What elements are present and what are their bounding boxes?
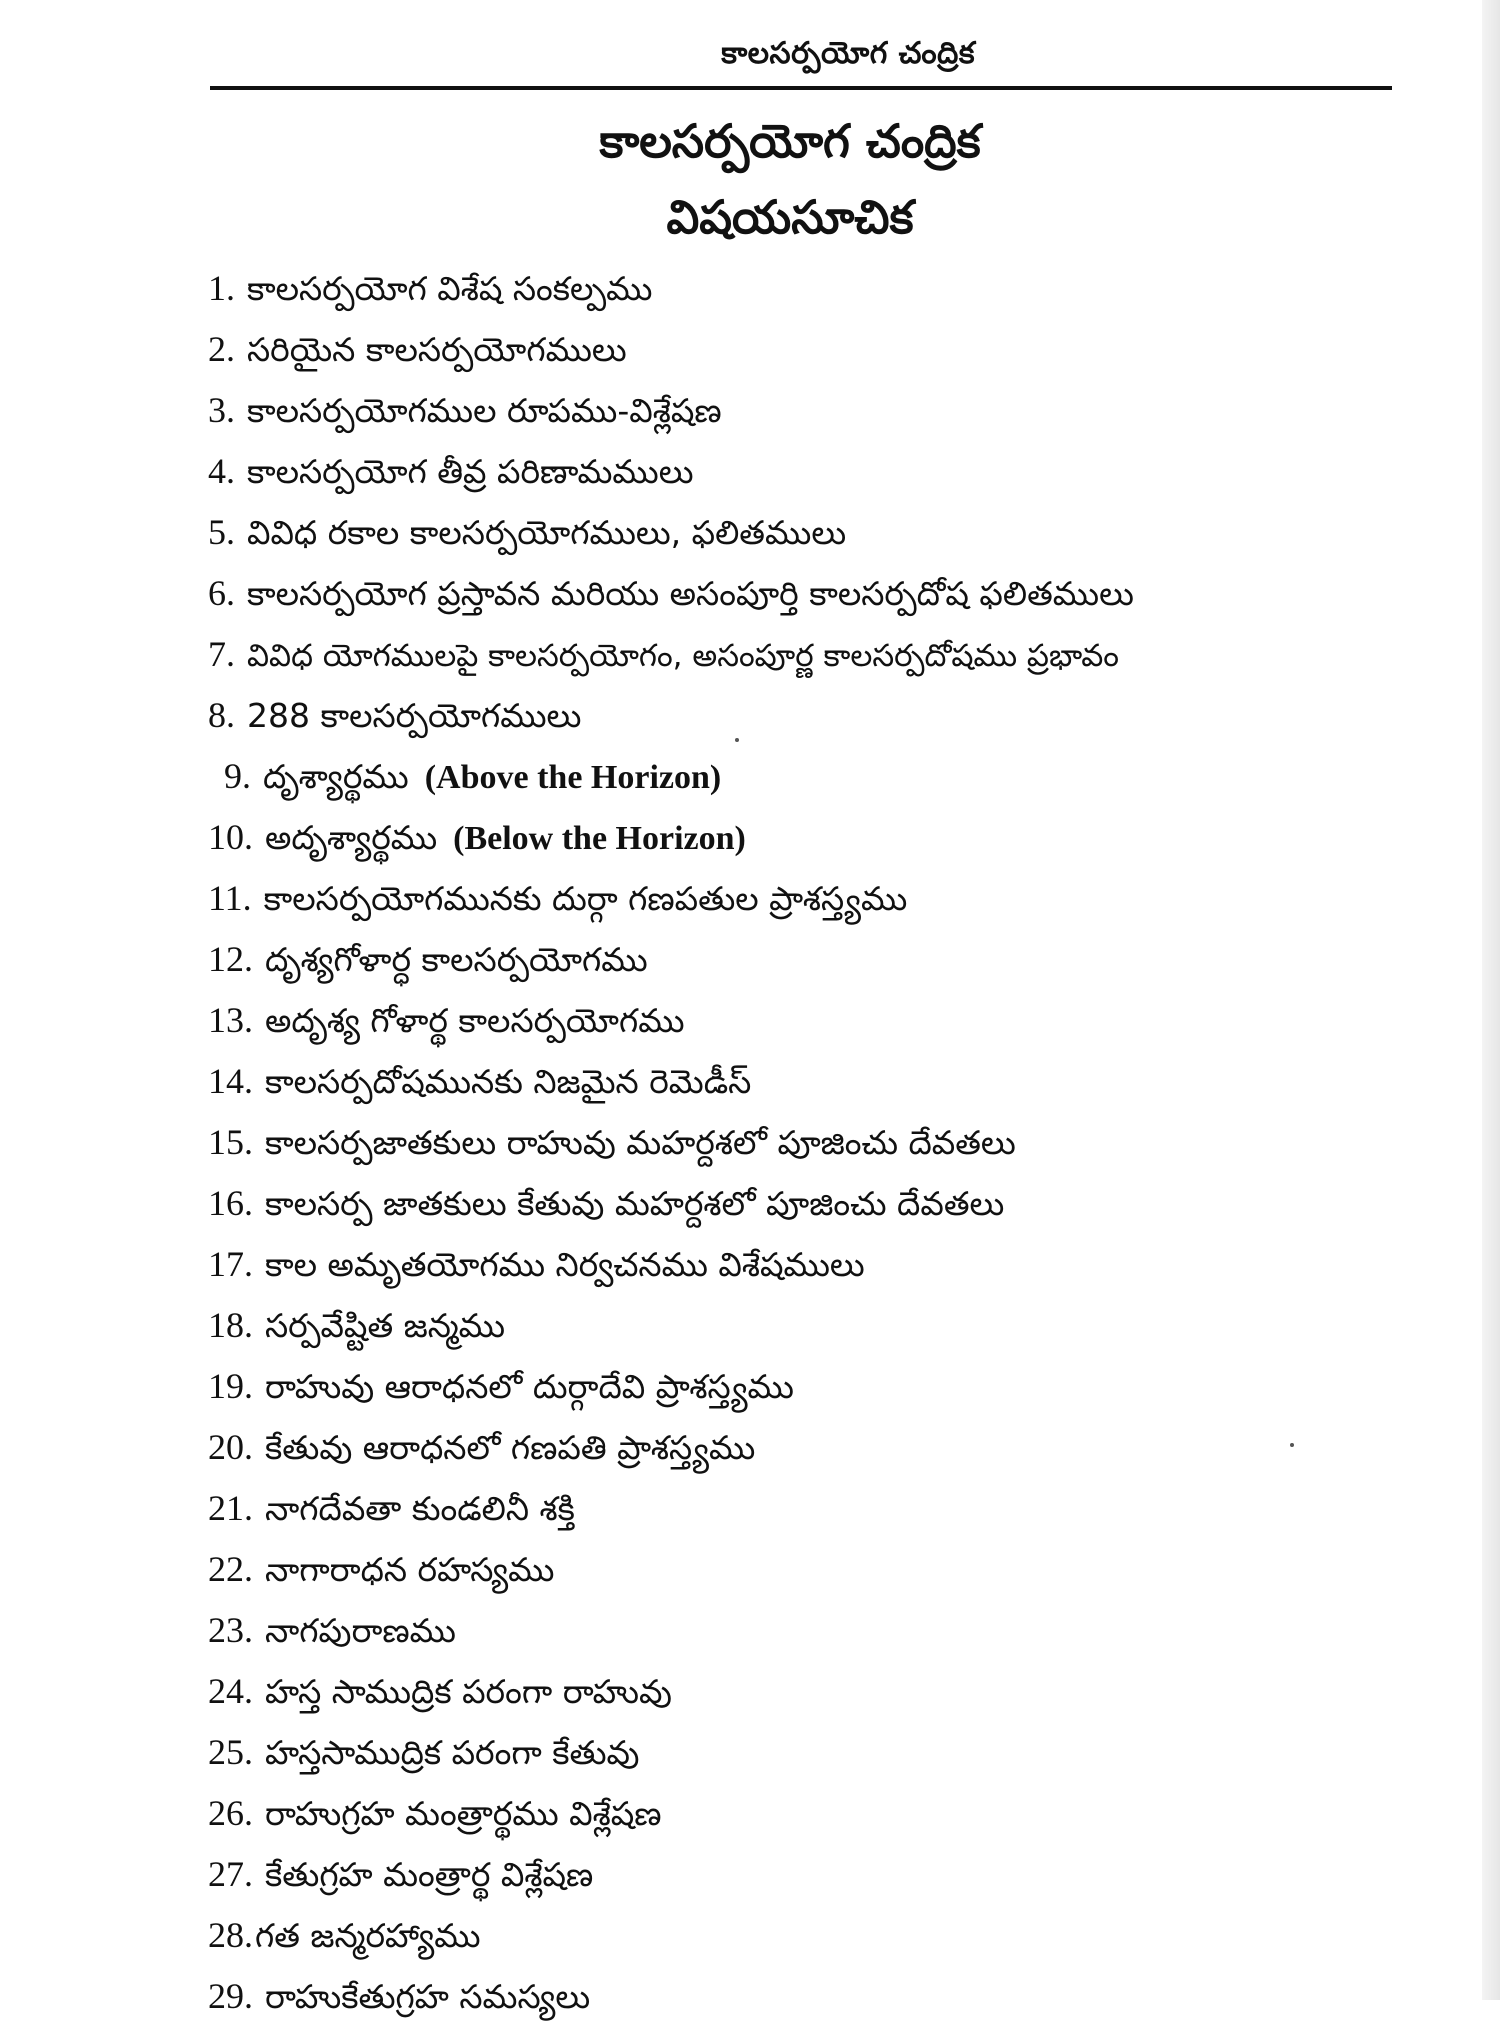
toc-number: 19. xyxy=(208,1366,253,1406)
toc-item xyxy=(208,1844,1440,1905)
toc-item xyxy=(208,1051,1440,1112)
toc-number: 28. xyxy=(208,1915,253,1955)
toc-number: 18. xyxy=(208,1305,253,1345)
toc-item xyxy=(208,1539,1440,1600)
page-edge-shadow xyxy=(1482,0,1500,2000)
toc-item xyxy=(208,380,1440,441)
toc-number: 7. xyxy=(208,634,235,674)
toc-item xyxy=(208,807,1440,868)
toc-item xyxy=(208,1722,1440,1783)
toc-title: కాలసర్పదోషమునకు నిజమైన రెమెడీస్ xyxy=(265,1062,752,1101)
toc-item xyxy=(208,1173,1440,1234)
toc-item xyxy=(208,624,1440,685)
header-divider xyxy=(210,86,1392,90)
toc-title: హస్తసాముద్రిక పరంగా కేతువు xyxy=(265,1733,640,1772)
toc-item xyxy=(208,563,1440,624)
toc-number: 24. xyxy=(208,1671,253,1711)
toc-number: 17. xyxy=(208,1244,253,1284)
toc-item xyxy=(208,929,1440,990)
toc-title: 288 కాలసర్పయోగములు xyxy=(247,696,582,735)
toc-title: దృశ్యార్థము xyxy=(263,757,409,796)
toc-item xyxy=(208,1600,1440,1661)
book-title: కాలసర్పయోగ చంద్రిక xyxy=(599,114,981,168)
toc-title: కాలసర్పయోగ విశేష సంకల్పము xyxy=(247,269,653,308)
toc-number: 25. xyxy=(208,1732,253,1772)
toc-number: 11. xyxy=(208,878,252,918)
toc-number: 1. xyxy=(208,268,235,308)
toc-title: వివిధ యోగములపై కాలసర్పయోగం, అసంపూర్ణ కాలసర్పదోషము ప్రభావం xyxy=(247,638,1119,674)
toc-title: నాగదేవతా కుండలినీ శక్తి xyxy=(265,1489,575,1528)
toc-number: 10. xyxy=(208,817,253,857)
toc-item xyxy=(208,1905,1440,1966)
running-header: కాలసర్పయోగ చంద్రిక xyxy=(721,36,975,71)
toc-number: 9. xyxy=(224,756,251,796)
toc-item xyxy=(208,1966,1440,2027)
toc-number: 21. xyxy=(208,1488,253,1528)
toc-title: హస్త సాముద్రిక పరంగా రాహువు xyxy=(265,1672,672,1711)
toc-item xyxy=(208,502,1440,563)
toc-title: గత జన్మరహ్యాము xyxy=(255,1916,481,1955)
toc-item xyxy=(208,1234,1440,1295)
toc-english-subtitle: (Above the Horizon) xyxy=(424,759,722,796)
toc-item xyxy=(208,868,1440,929)
toc-item xyxy=(208,1356,1440,1417)
toc-title: కాలసర్పయోగముల రూపము-విశ్లేషణ xyxy=(247,391,722,430)
toc-item xyxy=(208,1783,1440,1844)
toc-item xyxy=(208,746,1440,807)
toc-number: 13. xyxy=(208,1000,253,1040)
toc-number: 3. xyxy=(208,390,235,430)
toc-number: 16. xyxy=(208,1183,253,1223)
toc-number: 8. xyxy=(208,695,235,735)
toc-item xyxy=(208,685,1440,746)
toc-title: కాలసర్పయోగ తీవ్ర పరిణామములు xyxy=(247,452,694,491)
toc-title: వివిధ రకాల కాలసర్పయోగములు, ఫలితములు xyxy=(247,513,847,552)
toc-title: కేతువు ఆరాధనలో గణపతి ప్రాశస్త్యము xyxy=(265,1428,756,1467)
toc-number: 6. xyxy=(208,573,235,613)
toc-title: నాగారాధన రహస్యము xyxy=(265,1550,555,1589)
toc-title: నాగపురాణము xyxy=(265,1611,456,1650)
toc-title: అదృశ్య గోళార్థ కాలసర్పయోగము xyxy=(265,1001,685,1040)
toc-number: 14. xyxy=(208,1061,253,1101)
toc-title: రాహువు ఆరాధనలో దుర్గాదేవి ప్రాశస్త్యము xyxy=(265,1367,794,1406)
toc-title: కాలసర్పజాతకులు రాహువు మహర్దశలో పూజించు దేవతలు xyxy=(265,1123,1016,1162)
toc-title: కాలసర్ప జాతకులు కేతువు మహర్దశలో పూజించు దేవతలు xyxy=(265,1184,1005,1223)
toc-item xyxy=(208,258,1440,319)
scan-speck xyxy=(1290,1443,1294,1447)
toc-title: సర్పవేష్టిత జన్మము xyxy=(265,1306,506,1345)
toc-number: 2. xyxy=(208,329,235,369)
toc-title: అదృశ్యార్థము xyxy=(265,818,438,857)
toc-item xyxy=(208,319,1440,380)
toc-title: సరియైన కాలసర్పయోగములు xyxy=(247,330,627,369)
scan-speck xyxy=(735,738,739,742)
toc-title: కాలసర్పయోగ ప్రస్తావన మరియు అసంపూర్తి కాలసర్పదోష ఫలితములు xyxy=(247,574,1134,613)
toc-title: రాహుకేతుగ్రహ సమస్యలు xyxy=(265,1977,591,2016)
toc-number: 15. xyxy=(208,1122,253,1162)
toc-item xyxy=(208,1295,1440,1356)
toc-number: 26. xyxy=(208,1793,253,1833)
toc-title: కాల అమృతయోగము నిర్వచనము విశేషములు xyxy=(265,1245,865,1284)
toc-title: రాహుగ్రహ మంత్రార్థము విశ్లేషణ xyxy=(265,1794,662,1833)
toc-item xyxy=(208,990,1440,1051)
toc-number: 5. xyxy=(208,512,235,552)
toc-item xyxy=(208,1112,1440,1173)
toc-item xyxy=(208,441,1440,502)
toc-number: 20. xyxy=(208,1427,253,1467)
toc-item xyxy=(208,1417,1440,1478)
table-of-contents xyxy=(208,258,1440,2027)
toc-number: 23. xyxy=(208,1610,253,1650)
toc-number: 27. xyxy=(208,1854,253,1894)
toc-item xyxy=(208,1478,1440,1539)
toc-title: దృశ్యగోళార్ధ కాలసర్పయోగము xyxy=(265,940,648,979)
toc-english-subtitle: (Below the Horizon) xyxy=(453,820,746,857)
toc-title: కాలసర్పయోగమునకు దుర్గా గణపతుల ప్రాశస్త్యము xyxy=(263,879,908,918)
toc-item xyxy=(208,1661,1440,1722)
toc-number: 4. xyxy=(208,451,235,491)
toc-number: 29. xyxy=(208,1976,253,2016)
contents-heading: విషయసూచిక xyxy=(666,190,914,244)
toc-title: కేతుగ్రహ మంత్రార్థ విశ్లేషణ xyxy=(265,1855,594,1894)
toc-number: 22. xyxy=(208,1549,253,1589)
toc-number: 12. xyxy=(208,939,253,979)
